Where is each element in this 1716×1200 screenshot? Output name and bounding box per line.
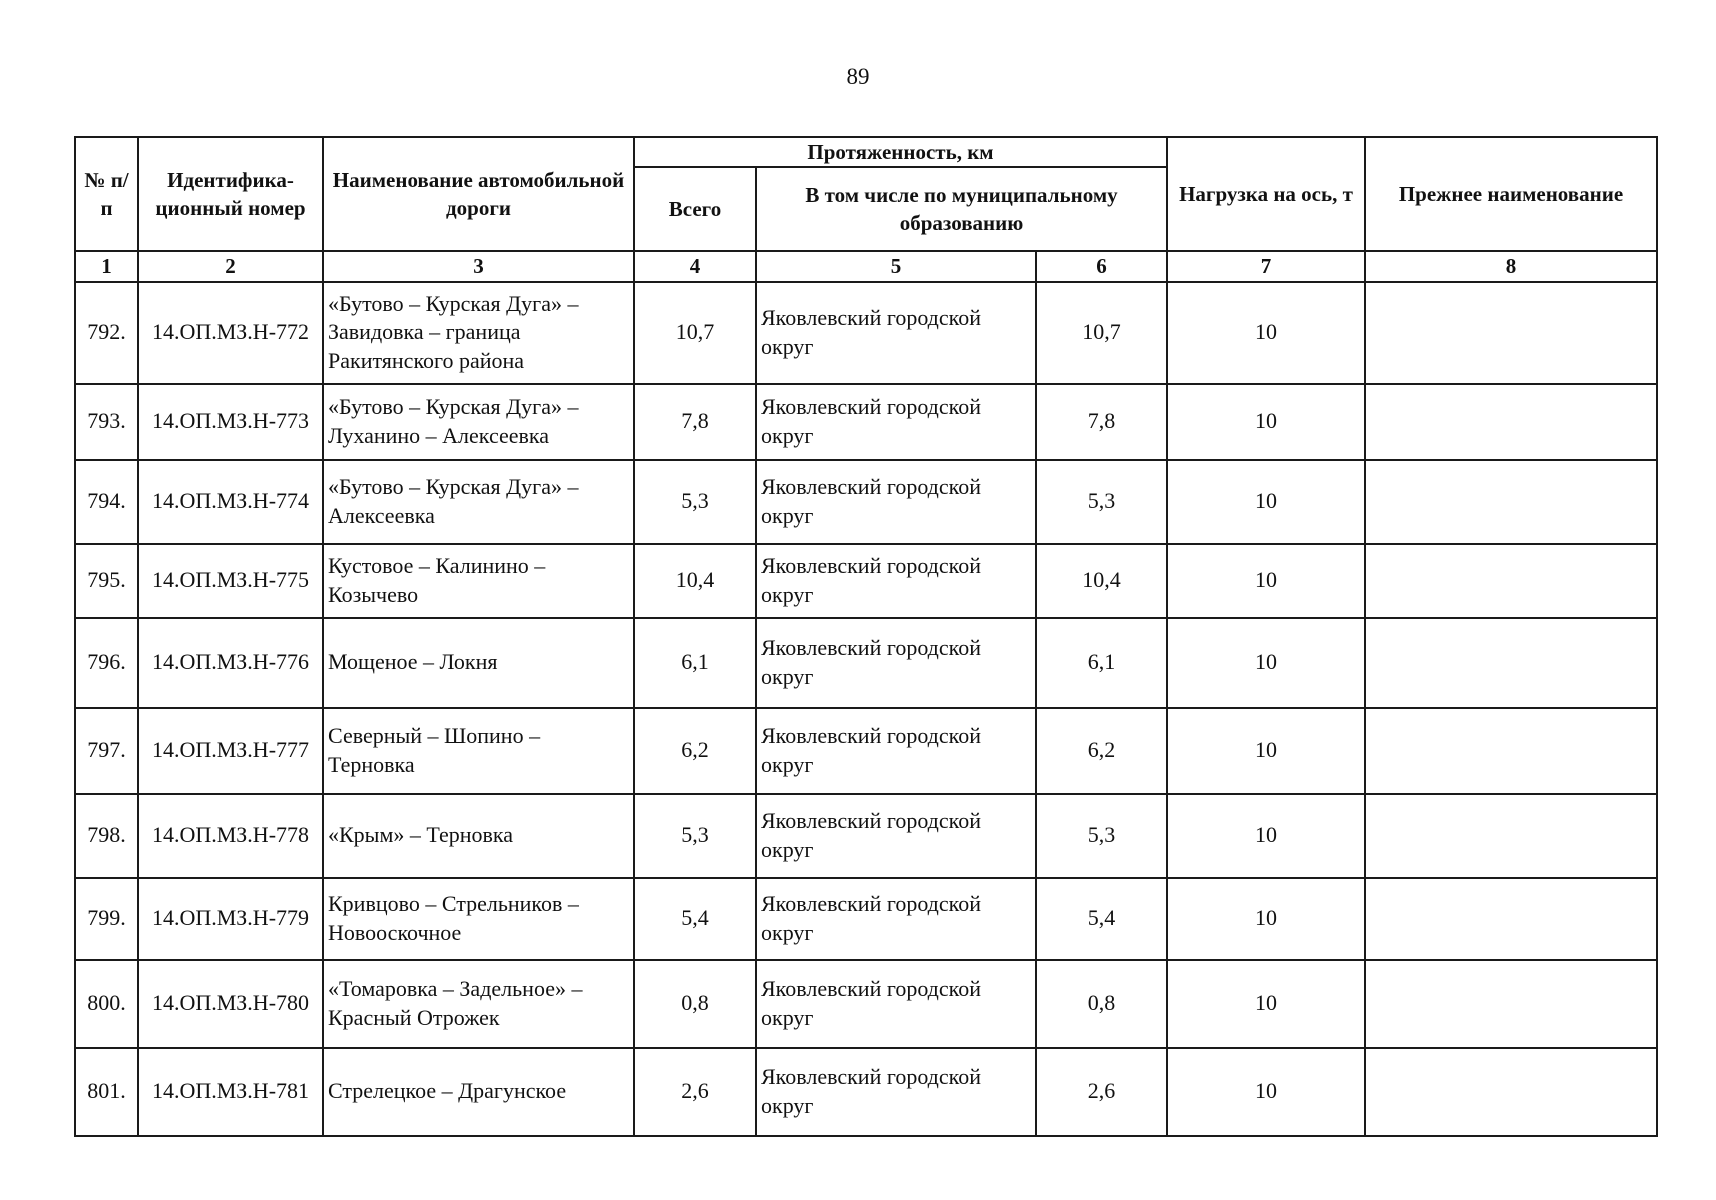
previous-name	[1365, 794, 1657, 878]
road-name: «Томаровка – Задельное» – Красный Отрожек	[323, 960, 634, 1048]
municipality: Яковлевский городской округ	[756, 544, 1036, 618]
axle-load: 10	[1167, 544, 1365, 618]
road-id: 14.ОП.МЗ.Н-773	[138, 384, 323, 460]
row-number: 798.	[75, 794, 138, 878]
municipality: Яковлевский городской округ	[756, 384, 1036, 460]
length-municipality: 6,2	[1036, 708, 1167, 794]
table-row	[75, 460, 1657, 544]
road-name: «Бутово – Курская Дуга» – Завидовка – граница Ракитянского района	[323, 282, 634, 384]
row-number: 792.	[75, 282, 138, 384]
road-name: «Бутово – Курская Дуга» – Луханино – Алексеевка	[323, 384, 634, 460]
length-municipality: 0,8	[1036, 960, 1167, 1048]
table-row	[75, 544, 1657, 618]
roads-table	[74, 136, 1658, 1137]
municipality: Яковлевский городской округ	[756, 708, 1036, 794]
road-name: Северный – Шопино – Терновка	[323, 708, 634, 794]
road-name: «Крым» – Терновка	[323, 794, 634, 878]
length-total: 6,2	[634, 708, 756, 794]
axle-load: 10	[1167, 960, 1365, 1048]
length-total: 5,3	[634, 460, 756, 544]
axle-load: 10	[1167, 794, 1365, 878]
header-including: В том числе по муниципальному образованию	[756, 167, 1167, 251]
previous-name	[1365, 618, 1657, 708]
header-col-number: 4	[634, 251, 756, 281]
municipality: Яковлевский городской округ	[756, 618, 1036, 708]
municipality: Яковлевский городской округ	[756, 282, 1036, 384]
header-col-number: 8	[1365, 251, 1657, 281]
length-total: 5,4	[634, 878, 756, 960]
page-number: 89	[846, 64, 870, 89]
header-col-number: 7	[1167, 251, 1365, 281]
previous-name	[1365, 282, 1657, 384]
road-id: 14.ОП.МЗ.Н-774	[138, 460, 323, 544]
header-total: Всего	[634, 167, 756, 251]
axle-load: 10	[1167, 460, 1365, 544]
row-number: 793.	[75, 384, 138, 460]
table-row	[75, 878, 1657, 960]
axle-load: 10	[1167, 1048, 1365, 1136]
header-name: Наименование автомобильной дороги	[323, 137, 634, 251]
axle-load: 10	[1167, 878, 1365, 960]
previous-name	[1365, 1048, 1657, 1136]
road-id: 14.ОП.МЗ.Н-776	[138, 618, 323, 708]
table-row	[75, 708, 1657, 794]
road-name: Кривцово – Стрельников – Новооскочное	[323, 878, 634, 960]
header-id: Идентифика-ционный номер	[138, 137, 323, 251]
road-name: Кустовое – Калинино – Козычево	[323, 544, 634, 618]
previous-name	[1365, 878, 1657, 960]
length-municipality: 5,3	[1036, 794, 1167, 878]
length-municipality: 5,3	[1036, 460, 1167, 544]
road-id: 14.ОП.МЗ.Н-777	[138, 708, 323, 794]
row-number: 794.	[75, 460, 138, 544]
table-row	[75, 384, 1657, 460]
road-name: «Бутово – Курская Дуга» – Алексеевка	[323, 460, 634, 544]
row-number: 800.	[75, 960, 138, 1048]
length-municipality: 7,8	[1036, 384, 1167, 460]
table-row	[75, 794, 1657, 878]
row-number: 795.	[75, 544, 138, 618]
row-number: 797.	[75, 708, 138, 794]
length-total: 5,3	[634, 794, 756, 878]
table-row	[75, 282, 1657, 384]
length-total: 7,8	[634, 384, 756, 460]
road-id: 14.ОП.МЗ.Н-778	[138, 794, 323, 878]
row-number: 801.	[75, 1048, 138, 1136]
municipality: Яковлевский городской округ	[756, 878, 1036, 960]
axle-load: 10	[1167, 282, 1365, 384]
row-number: 796.	[75, 618, 138, 708]
road-id: 14.ОП.МЗ.Н-780	[138, 960, 323, 1048]
length-total: 2,6	[634, 1048, 756, 1136]
road-id: 14.ОП.МЗ.Н-775	[138, 544, 323, 618]
header-length-group: Протяженность, км	[634, 137, 1167, 167]
road-name: Стрелецкое – Драгунское	[323, 1048, 634, 1136]
road-id: 14.ОП.МЗ.Н-781	[138, 1048, 323, 1136]
length-total: 10,7	[634, 282, 756, 384]
length-municipality: 5,4	[1036, 878, 1167, 960]
municipality: Яковлевский городской округ	[756, 460, 1036, 544]
length-municipality: 2,6	[1036, 1048, 1167, 1136]
axle-load: 10	[1167, 618, 1365, 708]
table-row	[75, 1048, 1657, 1136]
header-col-number: 5	[756, 251, 1036, 281]
header-col-number: 6	[1036, 251, 1167, 281]
header-col-number: 3	[323, 251, 634, 281]
table-row	[75, 618, 1657, 708]
length-municipality: 10,4	[1036, 544, 1167, 618]
road-name: Мощеное – Локня	[323, 618, 634, 708]
municipality: Яковлевский городской округ	[756, 794, 1036, 878]
length-municipality: 6,1	[1036, 618, 1167, 708]
axle-load: 10	[1167, 384, 1365, 460]
previous-name	[1365, 460, 1657, 544]
previous-name	[1365, 384, 1657, 460]
previous-name	[1365, 708, 1657, 794]
axle-load: 10	[1167, 708, 1365, 794]
road-id: 14.ОП.МЗ.Н-779	[138, 878, 323, 960]
header-load: Нагрузка на ось, т	[1167, 137, 1365, 251]
table-row	[75, 960, 1657, 1048]
length-municipality: 10,7	[1036, 282, 1167, 384]
header-prev-name: Прежнее наименование	[1365, 137, 1657, 251]
row-number: 799.	[75, 878, 138, 960]
length-total: 0,8	[634, 960, 756, 1048]
header-num: № п/п	[75, 137, 138, 251]
header-col-number: 2	[138, 251, 323, 281]
length-total: 6,1	[634, 618, 756, 708]
header-col-number: 1	[75, 251, 138, 281]
municipality: Яковлевский городской округ	[756, 1048, 1036, 1136]
length-total: 10,4	[634, 544, 756, 618]
municipality: Яковлевский городской округ	[756, 960, 1036, 1048]
previous-name	[1365, 544, 1657, 618]
previous-name	[1365, 960, 1657, 1048]
road-id: 14.ОП.МЗ.Н-772	[138, 282, 323, 384]
